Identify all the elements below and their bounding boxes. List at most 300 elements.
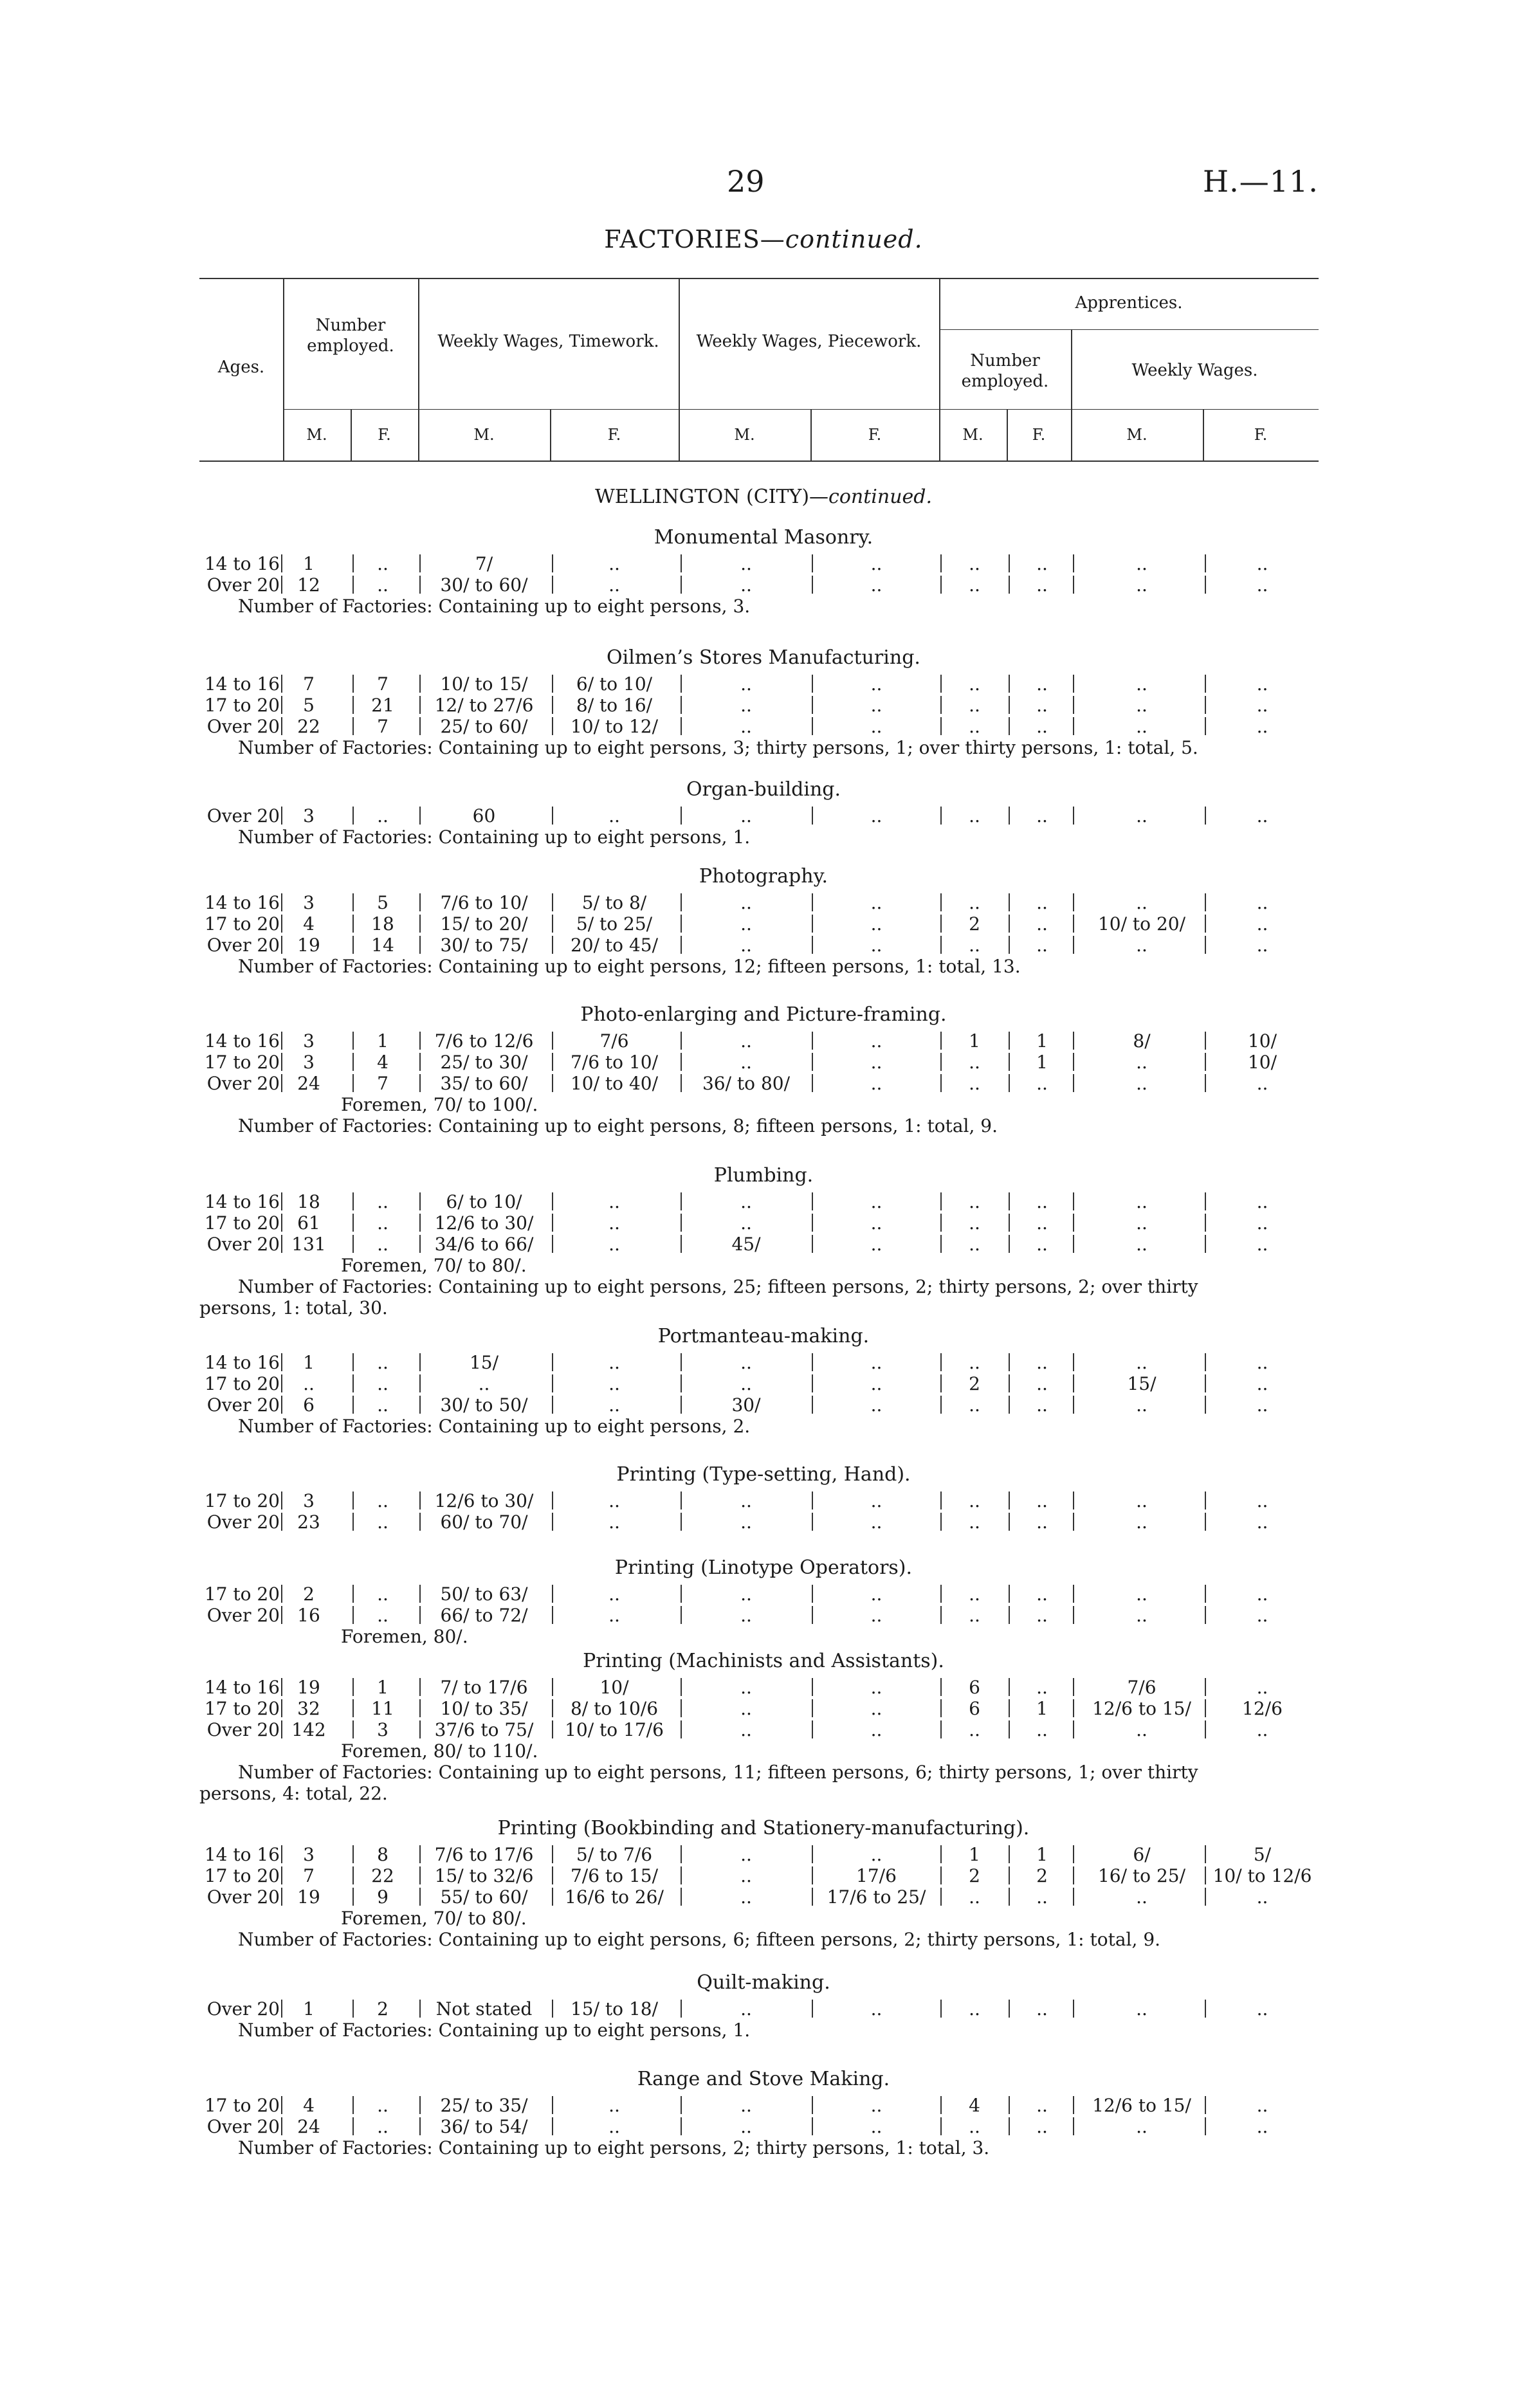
column-rule	[552, 2000, 553, 2018]
column-rule	[681, 675, 682, 693]
column-rule	[681, 807, 682, 825]
cell-af: ..	[1036, 1394, 1048, 1416]
section-title: Portmanteau-making.	[657, 1325, 870, 1347]
cell-wf: ..	[1256, 1490, 1268, 1511]
cell-tm: 7/6 to 12/6	[434, 1030, 534, 1052]
cell-age: 14 to 16	[204, 1191, 280, 1212]
cell-nm: 7	[303, 673, 315, 695]
cell-age: 14 to 16	[204, 1844, 280, 1865]
cell-pf: ..	[870, 1605, 882, 1626]
header-text: employed.	[307, 336, 394, 356]
cell-pm: ..	[740, 1052, 752, 1073]
cell-pf: ..	[870, 913, 882, 935]
header-text: Number	[970, 351, 1040, 370]
cell-tf: ..	[608, 2095, 620, 2116]
cell-pf: ..	[870, 574, 882, 596]
cell-pm: ..	[740, 1212, 752, 1234]
foremen-note: Foremen, 70/ to 80/.	[341, 1255, 527, 1276]
cell-wm: ..	[1136, 1073, 1148, 1094]
column-rule	[1205, 1845, 1206, 1863]
cell-wf: ..	[1256, 695, 1268, 716]
cell-am: 2	[969, 1865, 980, 1886]
column-rule	[681, 1606, 682, 1624]
cell-am: ..	[969, 1191, 980, 1212]
column-rule	[1073, 1678, 1074, 1696]
column-rule	[1205, 1353, 1206, 1371]
cell-pf: ..	[870, 1030, 882, 1052]
column-rule	[281, 1866, 282, 1884]
cell-nm: 61	[297, 1212, 320, 1234]
table-row	[0, 1073, 1527, 1095]
cell-tm: 15/ to 32/6	[434, 1865, 534, 1886]
column-rule	[281, 554, 282, 572]
factories-note: Number of Factories: Containing up to eight persons, 2; thirty persons, 1: total, 3.	[238, 2137, 990, 2158]
cell-pm: ..	[740, 1030, 752, 1052]
cell-af: ..	[1036, 2095, 1048, 2116]
column-rule	[812, 1866, 813, 1884]
cell-am: ..	[969, 1073, 980, 1094]
cell-wf: ..	[1256, 1511, 1268, 1533]
column-rule	[1009, 576, 1010, 594]
cell-am: ..	[969, 935, 980, 956]
column-rule	[812, 1606, 813, 1624]
cell-tf: 20/ to 45/	[570, 935, 659, 956]
column-rule	[552, 1513, 553, 1531]
column-rule	[1073, 1214, 1074, 1232]
column-rule	[281, 1074, 282, 1092]
column-rule	[681, 1699, 682, 1717]
cell-pm: 45/	[731, 1234, 761, 1255]
region-italic: continued.	[828, 486, 933, 508]
cell-pm: ..	[740, 1583, 752, 1605]
cell-pf: ..	[870, 805, 882, 826]
sub-f: F.	[607, 426, 621, 444]
cell-wf: ..	[1256, 1394, 1268, 1416]
column-rule	[552, 1032, 553, 1050]
column-rule	[281, 1606, 282, 1624]
column-rule	[1009, 1699, 1010, 1717]
cell-am: ..	[969, 805, 980, 826]
cell-pf: ..	[870, 695, 882, 716]
cell-age: 14 to 16	[204, 1677, 280, 1698]
column-rule	[940, 675, 942, 693]
cell-tm: 12/6 to 30/	[434, 1490, 534, 1511]
cell-pf: ..	[870, 553, 882, 574]
column-rule	[419, 717, 421, 735]
cell-tf: ..	[608, 2116, 620, 2137]
column-rule	[940, 1606, 942, 1624]
column-rule	[1009, 2117, 1010, 2135]
cell-wm: ..	[1136, 1212, 1148, 1234]
column-rule	[940, 1214, 942, 1232]
column-rule	[1009, 807, 1010, 825]
cell-pf: ..	[870, 1052, 882, 1073]
cell-tf: 7/6	[599, 1030, 629, 1052]
table-row	[0, 1865, 1527, 1887]
cell-am: ..	[969, 1352, 980, 1373]
cell-tf: 5/ to 8/	[581, 892, 647, 913]
column-rule	[552, 1053, 553, 1071]
cell-wf: ..	[1256, 1073, 1268, 1094]
cell-age: 17 to 20	[204, 913, 280, 935]
cell-pf: ..	[870, 1677, 882, 1698]
cell-am: ..	[969, 695, 980, 716]
cell-tm: 36/ to 54/	[440, 2116, 528, 2137]
factories-note: Number of Factories: Containing up to eight persons, 2.	[238, 1416, 751, 1437]
column-rule	[812, 717, 813, 735]
table-row	[0, 1677, 1527, 1699]
column-rule	[940, 1845, 942, 1863]
cell-wf: 12/6	[1242, 1698, 1283, 1719]
column-rule	[352, 1235, 354, 1253]
cell-age: Over 20	[206, 716, 280, 737]
cell-tf: 10/	[599, 1677, 629, 1698]
cell-age: 17 to 20	[204, 1583, 280, 1605]
cell-af: ..	[1036, 1212, 1048, 1234]
cell-nf: 1	[377, 1677, 389, 1698]
cell-am: ..	[969, 2116, 980, 2137]
cell-pf: ..	[870, 1191, 882, 1212]
cell-age: 14 to 16	[204, 1030, 280, 1052]
cell-tf: ..	[608, 1234, 620, 1255]
cell-wf: ..	[1256, 1605, 1268, 1626]
column-rule	[419, 2117, 421, 2135]
cell-pm: ..	[740, 1511, 752, 1533]
table-row	[0, 1373, 1527, 1395]
cell-af: ..	[1036, 935, 1048, 956]
column-rule	[681, 2117, 682, 2135]
cell-pf: ..	[870, 1394, 882, 1416]
cell-wm: ..	[1136, 1719, 1148, 1740]
cell-wf: ..	[1256, 1886, 1268, 1908]
column-rule	[281, 675, 282, 693]
cell-am: ..	[969, 716, 980, 737]
column-rule	[940, 696, 942, 714]
column-rule	[552, 1845, 553, 1863]
column-rule	[419, 1353, 421, 1371]
cell-age: 14 to 16	[204, 892, 280, 913]
cell-tm: 15/	[469, 1352, 499, 1373]
cell-tm: ..	[478, 1373, 490, 1394]
column-rule	[419, 2000, 421, 2018]
table-row	[0, 1234, 1527, 1255]
column-rule	[1073, 936, 1074, 954]
cell-wm: ..	[1136, 1394, 1148, 1416]
cell-am: ..	[969, 1886, 980, 1908]
cell-age: 17 to 20	[204, 1052, 280, 1073]
cell-tm: 55/ to 60/	[440, 1886, 528, 1908]
cell-nm: 24	[297, 2116, 320, 2137]
cell-af: ..	[1036, 1605, 1048, 1626]
cell-af: ..	[1036, 913, 1048, 935]
column-rule	[419, 696, 421, 714]
document-code: H.—11.	[1203, 164, 1319, 199]
column-rule	[1205, 1374, 1206, 1392]
cell-pf: ..	[870, 716, 882, 737]
column-rule	[681, 1074, 682, 1092]
cell-age: Over 20	[206, 1073, 280, 1094]
table-row	[0, 1394, 1527, 1416]
cell-tf: 5/ to 7/6	[576, 1844, 653, 1865]
cell-pm: ..	[740, 673, 752, 695]
column-rule	[281, 1053, 282, 1071]
column-rule	[352, 2096, 354, 2114]
cell-nf: ..	[377, 1511, 389, 1533]
header-number-employed	[283, 315, 418, 356]
column-rule	[1205, 717, 1206, 735]
cell-nf: 7	[377, 716, 389, 737]
table-row	[0, 1191, 1527, 1213]
factories-note: Number of Factories: Containing up to eight persons, 3; thirty persons, 1; over thirty persons, 1: total, 5.	[238, 737, 1198, 758]
cell-pf: ..	[870, 892, 882, 913]
column-rule	[1009, 1374, 1010, 1392]
cell-am: ..	[969, 1605, 980, 1626]
cell-tf: 10/ to 17/6	[565, 1719, 664, 1740]
column-rule	[419, 1678, 421, 1696]
column-rule	[352, 1491, 354, 1510]
column-rule	[940, 576, 942, 594]
column-rule	[281, 1214, 282, 1232]
section-title: Printing (Type-setting, Hand).	[616, 1463, 911, 1486]
cell-tf: 7/6 to 10/	[570, 1052, 659, 1073]
column-rule	[419, 1074, 421, 1092]
column-rule	[681, 1192, 682, 1210]
column-rule	[1205, 1491, 1206, 1510]
cell-tf: ..	[608, 1394, 620, 1416]
column-rule	[552, 1606, 553, 1624]
column-rule	[552, 675, 553, 693]
cell-age: Over 20	[206, 935, 280, 956]
cell-wm: ..	[1136, 1583, 1148, 1605]
cell-wm: 16/ to 25/	[1097, 1865, 1186, 1886]
column-rule	[352, 1032, 354, 1050]
column-rule	[552, 1720, 553, 1738]
column-rule	[281, 893, 282, 911]
column-rule	[1073, 576, 1074, 594]
column-rule	[1205, 675, 1206, 693]
cell-tf: ..	[608, 1605, 620, 1626]
factories-note: Number of Factories: Containing up to eight persons, 8; fifteen persons, 1: total, 9.	[238, 1115, 998, 1136]
column-rule	[281, 936, 282, 954]
header-apprentices: Apprentices.	[1075, 293, 1183, 313]
column-rule	[419, 893, 421, 911]
header-top-rule	[199, 278, 1319, 279]
cell-tf: ..	[608, 1191, 620, 1212]
column-rule	[1009, 1192, 1010, 1210]
column-rule	[1009, 554, 1010, 572]
column-rule	[812, 2000, 813, 2018]
column-rule	[1073, 1699, 1074, 1717]
column-rule	[940, 554, 942, 572]
column-rule	[812, 1845, 813, 1863]
cell-tm: 7/	[475, 553, 493, 574]
column-rule	[1205, 915, 1206, 933]
cell-pm: ..	[740, 892, 752, 913]
column-rule	[552, 1678, 553, 1696]
column-rule	[281, 1678, 282, 1696]
foremen-note: Foremen, 80/ to 110/.	[341, 1740, 538, 1762]
cell-tm: 12/ to 27/6	[434, 695, 534, 716]
factories-note: Number of Factories: Containing up to eight persons, 11; fifteen persons, 6; thirty persons, 1; over thirty	[238, 1762, 1198, 1783]
table-row	[0, 913, 1527, 935]
column-rule	[281, 1192, 282, 1210]
section-title: Printing (Bookbinding and Stationery-manufacturing).	[497, 1817, 1030, 1839]
cell-nf: 3	[377, 1719, 389, 1740]
cell-af: ..	[1036, 1719, 1048, 1740]
cell-pm: ..	[740, 913, 752, 935]
cell-am: ..	[969, 1583, 980, 1605]
cell-af: ..	[1036, 1352, 1048, 1373]
column-rule	[812, 576, 813, 594]
column-rule	[352, 1606, 354, 1624]
column-rule	[940, 2096, 942, 2114]
column-rule	[419, 1585, 421, 1603]
cell-pm: ..	[740, 1191, 752, 1212]
column-rule	[352, 1396, 354, 1414]
cell-pm: ..	[740, 1865, 752, 1886]
cell-wm: 15/	[1127, 1373, 1157, 1394]
cell-wm: ..	[1136, 574, 1148, 596]
column-rule	[1009, 1585, 1010, 1603]
column-rule	[940, 1491, 942, 1510]
cell-wm: ..	[1136, 935, 1148, 956]
column-rule	[940, 1513, 942, 1531]
column-rule	[1205, 807, 1206, 825]
column-rule	[281, 1032, 282, 1050]
cell-tm: 25/ to 35/	[440, 2095, 528, 2116]
cell-age: 17 to 20	[204, 695, 280, 716]
cell-wm: ..	[1136, 2116, 1148, 2137]
column-rule	[812, 1699, 813, 1717]
column-rule	[1073, 915, 1074, 933]
column-rule	[1009, 1214, 1010, 1232]
cell-tm: 30/ to 50/	[440, 1394, 528, 1416]
column-rule	[419, 1866, 421, 1884]
cell-age: 14 to 16	[204, 553, 280, 574]
cell-nf: 14	[371, 935, 394, 956]
cell-wm: ..	[1136, 1191, 1148, 1212]
column-rule	[1205, 1235, 1206, 1253]
cell-wf: ..	[1256, 1677, 1268, 1698]
column-rule	[1073, 2117, 1074, 2135]
cell-tf: ..	[608, 805, 620, 826]
region-heading	[0, 486, 1527, 508]
foremen-note: Foremen, 70/ to 80/.	[341, 1908, 527, 1929]
column-rule	[552, 1866, 553, 1884]
cell-pm: ..	[740, 1719, 752, 1740]
cell-nf: 11	[371, 1698, 394, 1719]
column-rule	[281, 1513, 282, 1531]
column-rule	[812, 1074, 813, 1092]
column-rule	[940, 936, 942, 954]
column-rule	[1205, 1678, 1206, 1696]
cell-nm: 3	[303, 1030, 315, 1052]
cell-am: ..	[969, 1719, 980, 1740]
cell-wf: ..	[1256, 2116, 1268, 2137]
column-rule	[1205, 936, 1206, 954]
table-row	[0, 695, 1527, 716]
column-rule	[352, 1678, 354, 1696]
cell-age: Over 20	[206, 574, 280, 596]
column-rule	[419, 1396, 421, 1414]
foremen-note: Foremen, 80/.	[341, 1626, 468, 1647]
header-app-weekly: Weekly Wages.	[1131, 361, 1258, 380]
column-rule	[940, 1192, 942, 1210]
cell-nf: ..	[377, 1605, 389, 1626]
column-rule	[552, 696, 553, 714]
cell-age: 14 to 16	[204, 673, 280, 695]
cell-nm: 3	[303, 892, 315, 913]
column-rule	[940, 1353, 942, 1371]
column-rule	[1205, 2096, 1206, 2114]
column-rule	[1205, 1888, 1206, 1906]
column-rule	[681, 1720, 682, 1738]
column-rule	[1205, 1396, 1206, 1414]
cell-pm: ..	[740, 716, 752, 737]
cell-am: 1	[969, 1030, 980, 1052]
sub-m: M.	[473, 426, 495, 444]
cell-tf: 8/ to 16/	[576, 695, 653, 716]
column-rule	[552, 1699, 553, 1717]
column-rule	[552, 1214, 553, 1232]
cell-pm: ..	[740, 1677, 752, 1698]
column-rule	[352, 1074, 354, 1092]
cell-af: ..	[1036, 1490, 1048, 1511]
column-rule	[552, 554, 553, 572]
column-rule	[812, 1585, 813, 1603]
cell-nf: ..	[377, 2116, 389, 2137]
cell-tm: 12/6 to 30/	[434, 1212, 534, 1234]
cell-nm: 4	[303, 913, 315, 935]
column-rule	[1205, 2000, 1206, 2018]
cell-pm: 36/ to 80/	[702, 1073, 791, 1094]
column-rule	[1073, 1720, 1074, 1738]
cell-wf: 5/	[1253, 1844, 1272, 1865]
header-piecework: Weekly Wages, Piecework.	[696, 332, 922, 351]
column-rule	[812, 936, 813, 954]
cell-tm: 7/6 to 10/	[440, 892, 528, 913]
column-rule	[681, 1032, 682, 1050]
column-rule	[940, 2117, 942, 2135]
cell-nf: ..	[377, 1373, 389, 1394]
column-rule	[281, 1396, 282, 1414]
column-rule	[281, 1585, 282, 1603]
column-rule	[940, 1888, 942, 1906]
column-rule	[1073, 1491, 1074, 1510]
cell-af: ..	[1036, 805, 1048, 826]
column-rule	[1009, 936, 1010, 954]
column-rule	[681, 2096, 682, 2114]
cell-age: Over 20	[206, 1719, 280, 1740]
cell-pm: ..	[740, 1373, 752, 1394]
cell-nf: 1	[377, 1030, 389, 1052]
column-rule	[812, 675, 813, 693]
cell-wf: ..	[1256, 574, 1268, 596]
column-rule	[281, 2096, 282, 2114]
column-rule	[419, 1214, 421, 1232]
page-title	[0, 225, 1527, 253]
cell-am: ..	[969, 574, 980, 596]
column-rule	[812, 1353, 813, 1371]
column-rule	[1009, 1032, 1010, 1050]
foremen-note: Foremen, 70/ to 100/.	[341, 1094, 538, 1115]
column-rule	[940, 1053, 942, 1071]
cell-am: 1	[969, 1844, 980, 1865]
column-rule	[681, 717, 682, 735]
column-rule	[940, 1374, 942, 1392]
column-rule	[419, 1032, 421, 1050]
column-rule	[812, 1374, 813, 1392]
